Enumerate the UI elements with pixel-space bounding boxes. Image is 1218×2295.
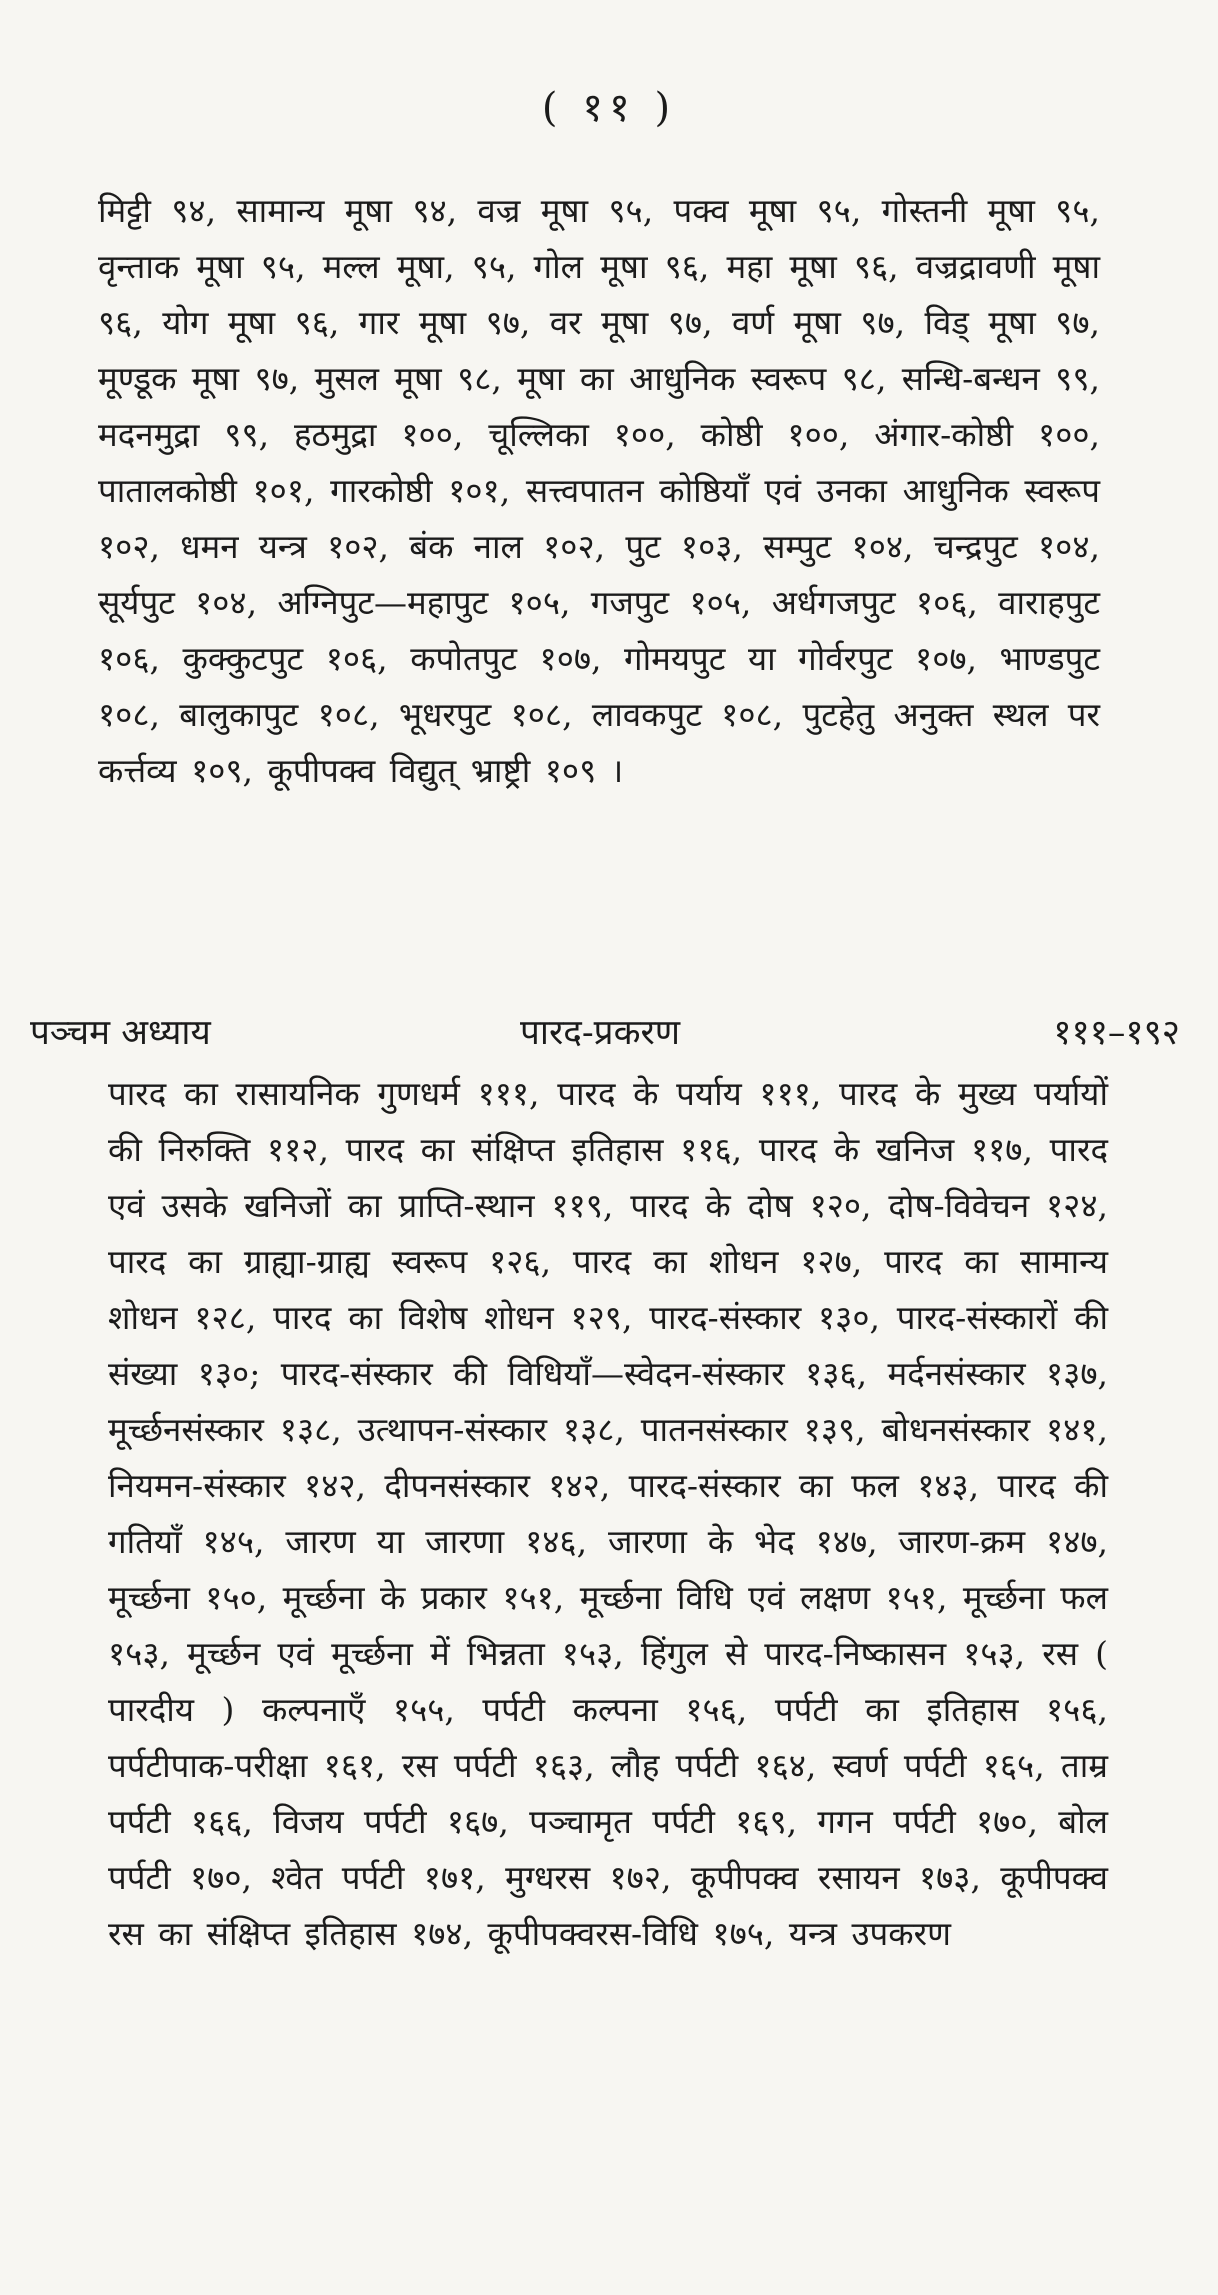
page-number: ( ११ ) [541,85,677,131]
chapter-page-range: १११–१९२ [1053,1013,1180,1053]
chapter-heading [30,1005,1180,1061]
contents-paragraph-chapter-4: मिट्टी ९४, सामान्य मूषा ९४, वज्र मूषा ९५, पक्व मूषा ९५, गोस्तनी मूषा ९५, वृन्ताक मूषा ९५, मल्ल मूषा, ९५, गोल मूषा ९६, महा मूषा ९६, वज्रद्रावणी मूषा ९६, योग मूषा ९६, गार मूषा ९७, वर मूषा ९७, वर्ण मूषा ९७, विड् मूषा ९७, मूण्डूक मूषा ९७, मुसल मूषा ९८, मूषा का आधुनिक स्वरूप ९८, सन्धि-बन्धन ९९, मदनमुद्रा ९९, हठमुद्रा १००, चूल्लिका १००, कोष्ठी १००, अंगार-कोष्ठी १००, पातालकोष्ठी १०१, गारकोष्ठी १०१, सत्त्वपातन कोष्ठियाँ एवं उनका आधुनिक स्वरूप १०२, धमन यन्त्र १०२, बंक नाल १०२, पुट १०३, सम्पुट १०४, चन्द्रपुट १०४, सूर्यपुट १०४, अग्निपुट—महापुट १०५, गजपुट १०५, अर्धगजपुट १०६, वाराहपुट १०६, कुक्कुटपुट १०६, कपोतपुट १०७, गोमयपुट या गोर्वरपुट १०७, भाण्डपुट १०८, बालुकापुट १०८, भूधरपुट १०८, लावकपुट १०८, पुटहेतु अनुक्त स्थल पर कर्त्तव्य १०९, कूपीपक्व विद्युत् भ्राष्ट्री १०९ । [98,191,1100,790]
chapter-label: पञ्चम अध्याय [30,1013,211,1053]
chapter-title: पारद-प्रकरण [520,1013,681,1053]
contents-paragraph-chapter-5: पारद का रासायनिक गुणधर्म १११, पारद के पर्याय १११, पारद के मुख्य पर्यायों की निरुक्ति ११२, पारद का संक्षिप्त इतिहास ११६, पारद के खनिज ११७, पारद एवं उसके खनिजों का प्राप्ति-स्थान ११९, पारद के दोष १२०, दोष-विवेचन १२४, पारद का ग्राह्या-ग्राह्य स्वरूप १२६, पारद का शोधन १२७, पारद का सामान्य शोधन १२८, पारद का विशेष शोधन १२९, पारद-संस्कार १३०, पारद-संस्कारों की संख्या १३०; पारद-संस्कार की विधियाँ—स्वेदन-संस्कार १३६, मर्दनसंस्कार १३७, मूर्च्छनसंस्कार १३८, उत्थापन-संस्कार १३८, पातनसंस्कार १३९, बोधनसंस्कार १४१, नियमन-संस्कार १४२, दीपनसंस्कार १४२, पारद-संस्कार का फल १४३, पारद की गतियाँ १४५, जारण या जारणा १४६, जारणा के भेद १४७, जारण-क्रम १४७, मूर्च्छना १५०, मूर्च्छना के प्रकार १५१, मूर्च्छना विधि एवं लक्षण १५१, मूर्च्छना फल १५३, मूर्च्छन एवं मूर्च्छना में भिन्नता १५३, हिंगुल से पारद-निष्कासन १५३, रस ( पारदीय ) कल्पनाएँ १५५, पर्पटी कल्पना १५६, पर्पटी का इतिहास १५६, पर्पटीपाक-परीक्षा १६१, रस पर्पटी १६३, लौह पर्पटी १६४, स्वर्ण पर्पटी १६५, ताम्र पर्पटी १६६, विजय पर्पटी १६७, पञ्चामृत पर्पटी १६९, गगन पर्पटी १७०, बोल पर्पटी १७०, श्वेत पर्पटी १७१, मुग्धरस १७२, कूपीपक्व रसायन १७३, कूपीपक्व रस का संक्षिप्त इतिहास १७४, कूपीपक्वरस-विधि १७५, यन्त्र उपकरण [108,1074,1108,1953]
